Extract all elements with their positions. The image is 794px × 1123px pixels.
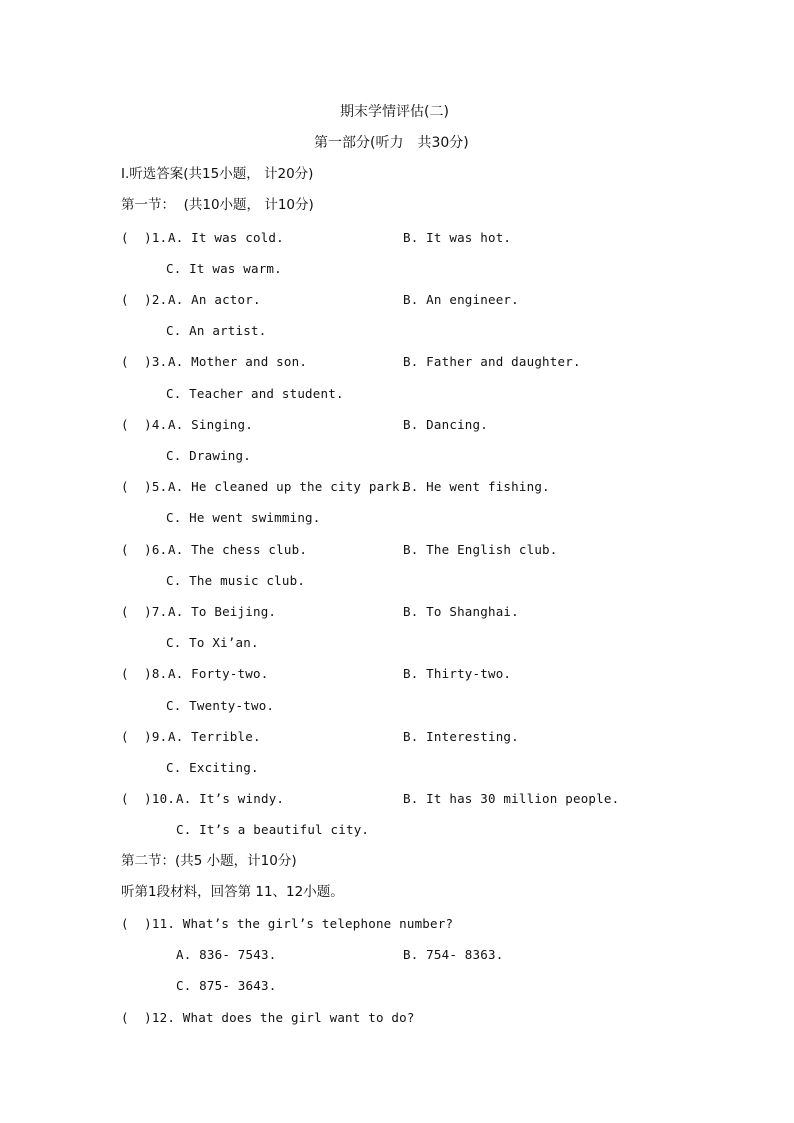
option-c: C. He went swimming.	[166, 510, 321, 525]
option-c: C. 875- 3643.	[176, 978, 277, 993]
option-b: B. An engineer.	[403, 292, 519, 307]
option-c: C. To Xi’an.	[166, 635, 259, 650]
question-number: ( )10.	[121, 791, 176, 806]
option-a: A. 836- 7543.	[176, 947, 277, 962]
option-a: A. Forty-two.	[168, 666, 269, 681]
option-c: C. It was warm.	[166, 261, 282, 276]
question-number: ( )9.	[121, 729, 168, 744]
option-b: B. Dancing.	[403, 417, 488, 432]
option-c: C. Teacher and student.	[166, 386, 344, 401]
option-a: A. An actor.	[168, 292, 261, 307]
question-stem: ( )12. What does the girl want to do?	[121, 1010, 415, 1025]
option-c: C. The music club.	[166, 573, 306, 588]
option-a: A. It was cold.	[168, 230, 284, 245]
question-number: ( )7.	[121, 604, 168, 619]
question-stem: ( )11. What’s the girl’s telephone number?	[121, 916, 454, 931]
option-c: C. It’s a beautiful city.	[176, 822, 370, 837]
option-b: B. To Shanghai.	[403, 604, 519, 619]
question-number: ( )6.	[121, 542, 168, 557]
option-b: B. Thirty-two.	[403, 666, 512, 681]
listening-instruction: 听第1段材料，回答第 11、12小题。	[121, 884, 344, 900]
question-number: ( )1.	[121, 230, 168, 245]
question-number: ( )8.	[121, 666, 168, 681]
question-number: ( )3.	[121, 354, 168, 369]
part-heading: 第一部分(听力 共30分)	[314, 135, 469, 151]
option-c: C. Twenty-two.	[166, 698, 275, 713]
exam-title: 期末学情评估(二)	[340, 104, 449, 120]
option-b: B. He went fishing.	[403, 479, 550, 494]
option-a: A. It’s windy.	[176, 791, 285, 806]
option-b: B. The English club.	[403, 542, 558, 557]
option-a: A. The chess club.	[168, 542, 308, 557]
question-number: ( )4.	[121, 417, 168, 432]
option-a: A. Mother and son.	[168, 354, 308, 369]
option-c: C. Drawing.	[166, 448, 251, 463]
section-heading: Ⅰ.听选答案(共15小题， 计20分)	[121, 166, 314, 182]
option-a: A. Singing.	[168, 417, 253, 432]
option-b: B. Interesting.	[403, 729, 519, 744]
option-a: A. He cleaned up the city park.	[168, 479, 408, 494]
option-a: A. To Beijing.	[168, 604, 277, 619]
option-c: C. An artist.	[166, 323, 267, 338]
option-a: A. Terrible.	[168, 729, 261, 744]
option-b: B. It has 30 million people.	[403, 791, 620, 806]
question-number: ( )2.	[121, 292, 168, 307]
option-b: B. Father and daughter.	[403, 354, 581, 369]
question-number: ( )5.	[121, 479, 168, 494]
subsection-heading-2: 第二节：(共5 小题，计10分)	[121, 853, 297, 869]
subsection-heading-1: 第一节： (共10小题， 计10分)	[121, 197, 314, 213]
option-b: B. It was hot.	[403, 230, 512, 245]
option-c: C. Exciting.	[166, 760, 259, 775]
option-b: B. 754- 8363.	[403, 947, 504, 962]
